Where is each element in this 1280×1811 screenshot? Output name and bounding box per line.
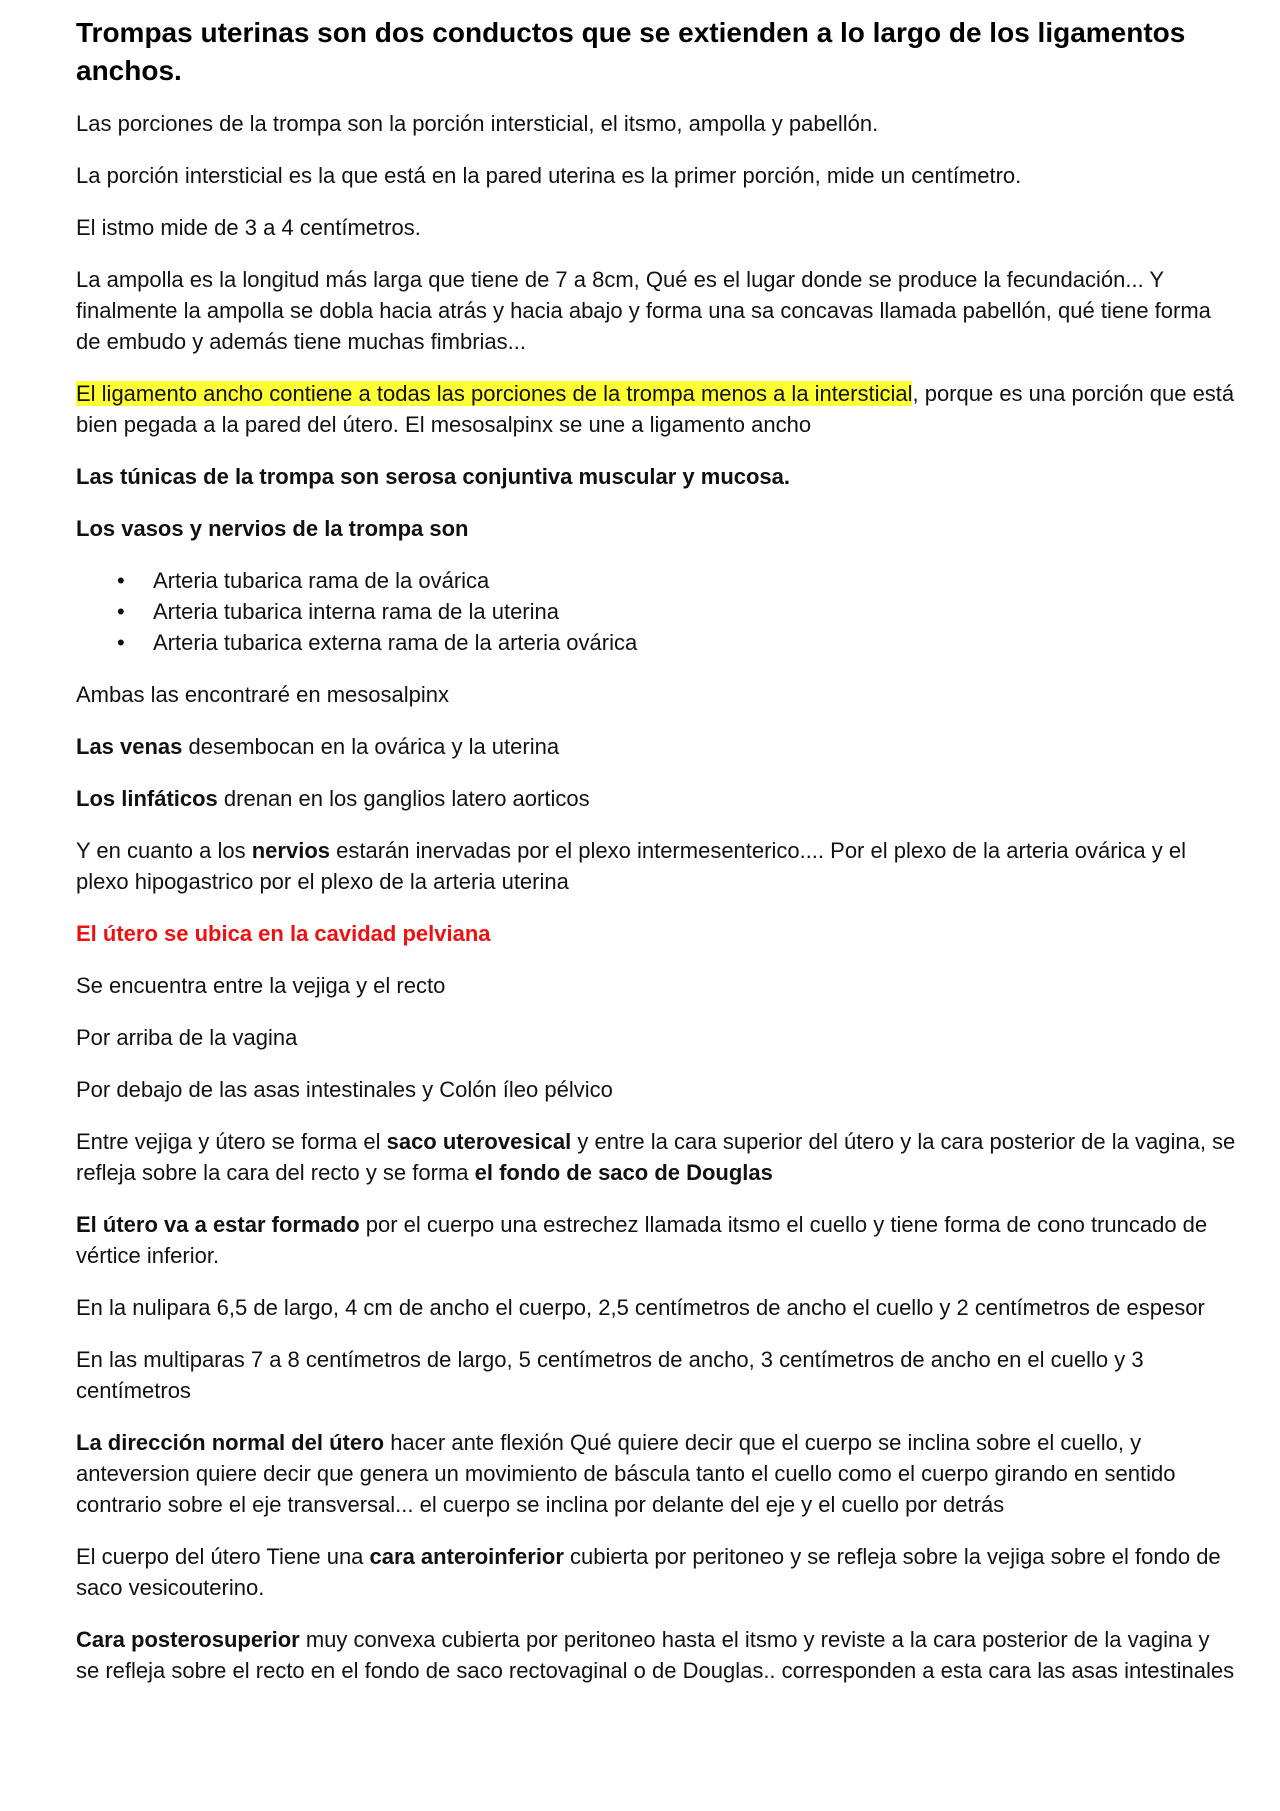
- paragraph-intersticial: La porción intersticial es la que está en la pared uterina es la primer porción, mide un centímetro.: [76, 163, 1022, 188]
- paragraph-text: por el cuerpo una estrechez llamada itsmo el cuello y tiene forma de cono truncado de vértice inferior.: [76, 1212, 1208, 1268]
- paragraph-text: muy convexa cubierta por peritoneo hasta el itsmo y reviste a la cara posterior de la vagina y se refleja sobre el recto en el fondo de saco rectovaginal o de Douglas.. corresponden a esta cara las asas intestinales: [76, 1627, 1235, 1683]
- paragraph-debajo-asas: Por debajo de las asas intestinales y Colón íleo pélvico: [76, 1077, 613, 1102]
- document-page: [76, 14, 1236, 1707]
- paragraph-text: cubierta por peritoneo y se refleja sobre la vejiga sobre el fondo de saco vesicouterino.: [76, 1544, 1221, 1600]
- paragraph-text: estarán inervadas por el plexo intermesenterico.... Por el plexo de la arteria ovárica y el plexo hipogastrico por el plexo de la arteria uterina: [76, 838, 1186, 894]
- paragraph-nulipara: En la nulipara 6,5 de largo, 4 cm de ancho el cuerpo, 2,5 centímetros de ancho el cuello y 2 centímetros de espesor: [76, 1295, 1205, 1320]
- paragraph-direccion: [76, 1427, 1236, 1520]
- paragraph-text: y entre la cara superior del útero y la cara posterior de la vagina, se refleja sobre la cara del recto y se forma: [76, 1129, 1236, 1185]
- paragraph-text: hacer ante flexión Qué quiere decir que el cuerpo se inclina sobre el cuello, y anteversion quiere decir que genera un movimiento de báscula tanto el cuello como el cuerpo girando en sentido contrario sobre el eje transversal... el cuerpo se inclina por delante del eje y el cuello por detrás: [76, 1430, 1176, 1517]
- list-item: [76, 596, 1236, 627]
- bold-term: saco uterovesical: [386, 1129, 572, 1154]
- highlighted-text: El ligamento ancho contiene a todas las porciones de la trompa menos a la intersticial: [76, 381, 913, 406]
- bold-term: Cara posterosuperior: [76, 1627, 300, 1652]
- list-item: [76, 627, 1236, 658]
- paragraph-text: desembocan en la ovárica y la uterina: [182, 734, 560, 759]
- bullet-icon: •: [117, 630, 125, 655]
- list-item-text: Arteria tubarica rama de la ovárica: [153, 568, 490, 593]
- bold-term: nervios: [251, 838, 330, 863]
- paragraph-text: Entre vejiga y útero se forma el: [76, 1129, 387, 1154]
- bold-term: el fondo de saco de Douglas: [474, 1160, 773, 1185]
- paragraph-mesosalpinx: Ambas las encontraré en mesosalpinx: [76, 682, 449, 707]
- paragraph-formacion-utero: [76, 1209, 1236, 1271]
- bullet-icon: •: [117, 568, 125, 593]
- paragraph-istmo: El istmo mide de 3 a 4 centímetros.: [76, 215, 421, 240]
- paragraph-ampolla: La ampolla es la longitud más larga que tiene de 7 a 8cm, Qué es el lugar donde se produce la fecundación... Y finalmente la ampolla se dobla hacia atrás y hacia abajo y forma una sa concavas llamada pabellón, qué tiene forma de embudo y además tiene muchas fimbrias...: [76, 267, 1211, 354]
- paragraph-tunicas: Las túnicas de la trompa son serosa conjuntiva muscular y mucosa.: [76, 464, 791, 489]
- paragraph-text: , porque es una porción que está bien pegada a la pared del útero. El mesosalpinx se une a ligamento ancho: [76, 381, 1235, 437]
- paragraph-arriba-vagina: Por arriba de la vagina: [76, 1025, 298, 1050]
- paragraph-vasos-nervios: Los vasos y nervios de la trompa son: [76, 516, 469, 541]
- paragraph-text: Y en cuanto a los: [76, 838, 252, 863]
- list-item-text: Arteria tubarica externa rama de la arteria ovárica: [153, 630, 638, 655]
- paragraph-multiparas: En las multiparas 7 a 8 centímetros de largo, 5 centímetros de ancho, 3 centímetros de ancho en el cuello y 3 centímetros: [76, 1347, 1144, 1403]
- paragraph-text: El cuerpo del útero Tiene una: [76, 1544, 370, 1569]
- paragraph-cara-posterosuperior: [76, 1624, 1236, 1686]
- list-item-text: Arteria tubarica interna rama de la uterina: [153, 599, 559, 624]
- paragraph-venas: [76, 731, 1236, 762]
- list-item: [76, 565, 1236, 596]
- vessels-list: [76, 565, 1236, 658]
- section-heading-utero: El útero se ubica en la cavidad pelviana: [76, 921, 491, 946]
- bold-term: El útero va a estar formado: [76, 1212, 360, 1237]
- page-title: Trompas uterinas son dos conductos que se extienden a lo largo de los ligamentos anchos.: [76, 17, 1186, 86]
- bold-term: La dirección normal del útero: [76, 1430, 385, 1455]
- paragraph-cara-anteroinferior: [76, 1541, 1236, 1603]
- paragraph-porciones: Las porciones de la trompa son la porción intersticial, el itsmo, ampolla y pabellón.: [76, 111, 879, 136]
- bold-term: Los linfáticos: [76, 786, 218, 811]
- paragraph-ubicacion: Se encuentra entre la vejiga y el recto: [76, 973, 446, 998]
- paragraph-ligamento-ancho: [76, 378, 1236, 440]
- paragraph-nervios: [76, 835, 1236, 897]
- paragraph-sacos: [76, 1126, 1236, 1188]
- bold-term: cara anteroinferior: [369, 1544, 564, 1569]
- paragraph-linfaticos: [76, 783, 1236, 814]
- bullet-icon: •: [117, 599, 125, 624]
- bold-term: Las venas: [76, 734, 183, 759]
- paragraph-text: drenan en los ganglios latero aorticos: [217, 786, 590, 811]
